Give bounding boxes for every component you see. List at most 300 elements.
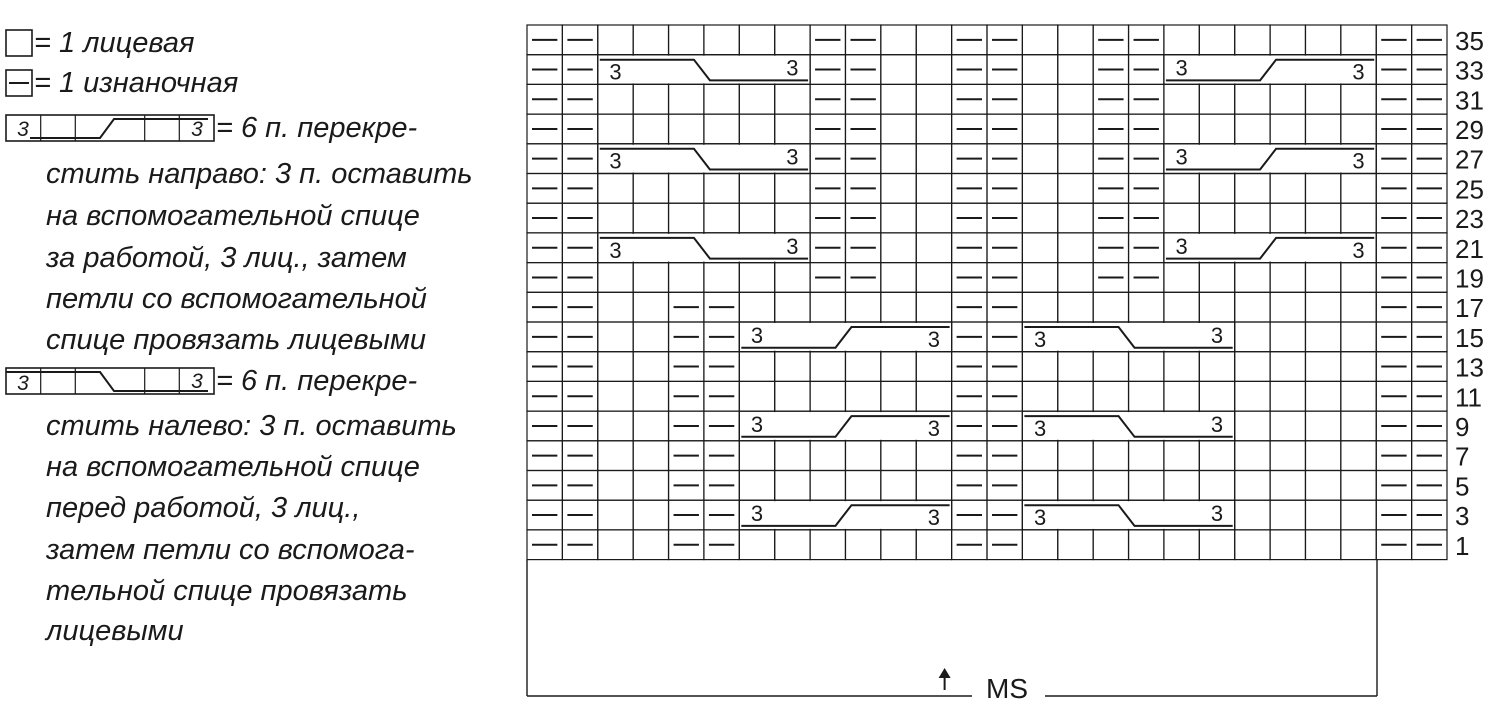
cable-left — [739, 411, 951, 441]
chart-cell — [739, 381, 774, 411]
chart-cell — [916, 25, 951, 55]
chart-cell — [1093, 352, 1128, 382]
legend-cross-right-line: на вспомогательной спице — [46, 200, 420, 232]
chart-cell — [1022, 55, 1057, 85]
chart-cell — [881, 530, 916, 560]
chart-cell — [810, 292, 845, 322]
chart-cell — [1022, 471, 1057, 501]
row-number-label: 3 — [1455, 501, 1470, 532]
chart-cell — [916, 203, 951, 233]
chart-cell — [1305, 25, 1340, 55]
chart-cell — [633, 263, 668, 293]
chart-cell — [669, 84, 704, 114]
chart-cell — [775, 84, 810, 114]
chart-cell — [1270, 411, 1305, 441]
chart-cell — [881, 381, 916, 411]
cable-count-label: 3 — [609, 148, 622, 174]
cable-right — [598, 144, 810, 174]
cable-count-label: 3 — [1033, 415, 1047, 441]
chart-cell — [1164, 292, 1199, 322]
chart-cell — [598, 114, 633, 144]
cable-right — [598, 55, 810, 85]
chart-cell — [1341, 114, 1376, 144]
row-number-label: 23 — [1455, 204, 1484, 235]
row-number-label: 7 — [1455, 441, 1470, 472]
chart-cell — [1164, 114, 1199, 144]
chart-cell — [1058, 381, 1093, 411]
cable-count-label: 3 — [1210, 411, 1224, 437]
legend-cross-left-title: = 6 п. перекре- — [216, 364, 418, 397]
chart-cell — [1058, 530, 1093, 560]
chart-cell — [1305, 500, 1340, 530]
chart-cell — [1199, 114, 1234, 144]
cable-left — [739, 500, 951, 530]
chart-cell — [739, 441, 774, 471]
cable-right-left-count: 3 — [17, 118, 29, 142]
chart-cell — [1058, 84, 1093, 114]
chart-cell — [1199, 441, 1234, 471]
chart-cell — [598, 263, 633, 293]
chart-cell — [775, 114, 810, 144]
legend-cross-left-line: на вспомогательной спице — [46, 451, 420, 483]
chart-cell — [1058, 441, 1093, 471]
chart-cell — [1341, 25, 1376, 55]
chart-cell — [1022, 292, 1057, 322]
chart-cell — [1305, 174, 1340, 204]
chart-cell — [1199, 530, 1234, 560]
chart-cell — [881, 25, 916, 55]
chart-cell — [1341, 174, 1376, 204]
chart-cell — [1235, 292, 1270, 322]
chart-cell — [1341, 441, 1376, 471]
chart-cell — [1235, 114, 1270, 144]
chart-cell — [775, 441, 810, 471]
chart-cell — [669, 203, 704, 233]
chart-cell — [704, 25, 739, 55]
cable-count-label: 3 — [750, 501, 764, 527]
chart-cell — [1199, 263, 1234, 293]
chart-cell — [1305, 411, 1340, 441]
repeat-bracket — [527, 560, 1377, 696]
chart-cell — [775, 530, 810, 560]
chart-cell — [1270, 114, 1305, 144]
chart-cell — [1270, 441, 1305, 471]
chart-cell — [1305, 203, 1340, 233]
chart-cell — [881, 84, 916, 114]
chart-cell — [1093, 292, 1128, 322]
chart-cell — [1058, 114, 1093, 144]
chart-cell — [598, 441, 633, 471]
cable-right — [598, 233, 810, 263]
chart-cell — [845, 471, 880, 501]
chart-cell — [1270, 203, 1305, 233]
row-number-label: 25 — [1455, 174, 1484, 205]
cable-count-label: 3 — [1175, 55, 1188, 81]
chart-cell — [775, 25, 810, 55]
chart-cell — [1058, 352, 1093, 382]
chart-grid — [527, 25, 1447, 560]
chart-cell — [845, 530, 880, 560]
cable-count-label: 3 — [1175, 233, 1188, 259]
legend-cross-right-line: стить направо: 3 п. оставить — [46, 158, 473, 190]
legend-cross-right-line: за работой, 3 лиц., затем — [46, 242, 407, 274]
row-number-label: 13 — [1455, 352, 1484, 383]
chart-cell — [916, 441, 951, 471]
chart-cell — [1164, 530, 1199, 560]
chart-cell — [1093, 381, 1128, 411]
chart-cell — [1129, 381, 1164, 411]
chart-cell — [704, 84, 739, 114]
row-number-label: 11 — [1455, 382, 1482, 413]
chart-cell — [881, 233, 916, 263]
chart-cell — [916, 174, 951, 204]
cable-count-label: 3 — [927, 505, 941, 531]
chart-cell — [775, 174, 810, 204]
cable-left — [1164, 144, 1376, 174]
chart-cell — [1058, 471, 1093, 501]
chart-cell — [598, 500, 633, 530]
chart-cell — [1058, 25, 1093, 55]
row-number-label: 9 — [1455, 411, 1470, 442]
chart-cell — [633, 471, 668, 501]
legend-knit-text: = 1 лицевая — [34, 26, 195, 59]
chart-cell — [669, 114, 704, 144]
chart-cell — [739, 84, 774, 114]
chart-cell — [1235, 322, 1270, 352]
chart-cell — [739, 292, 774, 322]
cable-right — [1022, 411, 1234, 441]
chart-cell — [1022, 381, 1057, 411]
chart-cell — [1305, 84, 1340, 114]
cable-count-label: 3 — [927, 415, 941, 441]
legend-cross-right-title: = 6 п. перекре- — [216, 111, 418, 144]
chart-cell — [633, 322, 668, 352]
chart-cell — [1022, 352, 1057, 382]
chart-cell — [916, 144, 951, 174]
chart-cell — [1022, 203, 1057, 233]
chart-cell — [598, 381, 633, 411]
chart-cell — [916, 352, 951, 382]
chart-cell — [1341, 471, 1376, 501]
chart-cell — [1058, 292, 1093, 322]
chart-cell — [775, 263, 810, 293]
chart-cell — [1164, 263, 1199, 293]
chart-cell — [704, 174, 739, 204]
chart-cell — [739, 352, 774, 382]
chart-cell — [881, 441, 916, 471]
chart-cell — [1022, 144, 1057, 174]
chart-cell — [881, 352, 916, 382]
chart-cell — [1270, 174, 1305, 204]
row-number-label: 19 — [1455, 263, 1484, 294]
chart-cell — [633, 381, 668, 411]
chart-cell — [1270, 381, 1305, 411]
cable-right-right-count: 3 — [191, 118, 203, 142]
chart-cell — [1199, 25, 1234, 55]
chart-cell — [1199, 84, 1234, 114]
chart-cell — [775, 203, 810, 233]
cable-count-label: 3 — [1210, 501, 1224, 527]
chart-cell — [598, 530, 633, 560]
chart-cell — [1199, 381, 1234, 411]
chart-cell — [1235, 84, 1270, 114]
chart-cell — [598, 471, 633, 501]
chart-cell — [1058, 263, 1093, 293]
chart-cell — [775, 292, 810, 322]
chart-cell — [598, 84, 633, 114]
chart-cell — [739, 263, 774, 293]
chart-cell — [916, 292, 951, 322]
chart-cell — [1235, 203, 1270, 233]
chart-cell — [845, 381, 880, 411]
chart-cell — [1235, 411, 1270, 441]
legend-cross-right-line: спице провязать лицевыми — [46, 324, 426, 356]
chart-cell — [1235, 174, 1270, 204]
chart-cell — [739, 25, 774, 55]
chart-cell — [1305, 292, 1340, 322]
row-number-label: 33 — [1455, 55, 1484, 86]
row-number-label: 17 — [1455, 293, 1484, 324]
chart-cell — [1341, 500, 1376, 530]
chart-cell — [1235, 381, 1270, 411]
cable-count-label: 3 — [786, 55, 799, 81]
chart-cell — [1341, 530, 1376, 560]
chart-cell — [633, 203, 668, 233]
chart-cell — [1164, 203, 1199, 233]
row-number-label: 5 — [1455, 471, 1470, 502]
chart-cell — [1305, 381, 1340, 411]
chart-cell — [810, 381, 845, 411]
chart-cell — [1093, 441, 1128, 471]
chart-cell — [775, 471, 810, 501]
chart-cell — [704, 263, 739, 293]
chart-cell — [881, 292, 916, 322]
chart-cell — [1270, 263, 1305, 293]
chart-cell — [739, 203, 774, 233]
chart-cell — [845, 352, 880, 382]
cable-count-label: 3 — [927, 326, 941, 352]
chart-cell — [1093, 471, 1128, 501]
chart-cell — [1305, 530, 1340, 560]
chart-cell — [1058, 203, 1093, 233]
chart-cell — [598, 25, 633, 55]
chart-cell — [669, 174, 704, 204]
row-number-label: 29 — [1455, 114, 1484, 145]
chart-cell — [1164, 84, 1199, 114]
chart-cell — [810, 530, 845, 560]
chart-cell — [881, 203, 916, 233]
chart-cell — [1235, 471, 1270, 501]
chart-cell — [916, 530, 951, 560]
chart-cell — [1058, 233, 1093, 263]
chart-cell — [1235, 530, 1270, 560]
chart-cell — [1129, 441, 1164, 471]
chart-cell — [633, 174, 668, 204]
row-number-label: 1 — [1455, 530, 1470, 561]
chart-cell — [739, 471, 774, 501]
row-number-label: 31 — [1455, 85, 1484, 116]
cable-left-left-count: 3 — [17, 372, 29, 396]
chart-cell — [881, 144, 916, 174]
legend-cross-left-line: затем петли со вспомога- — [46, 534, 415, 566]
chart-cell — [669, 263, 704, 293]
chart-cell — [1129, 530, 1164, 560]
chart-cell — [810, 352, 845, 382]
chart-cell — [1235, 263, 1270, 293]
chart-cell — [1235, 352, 1270, 382]
chart-cell — [1022, 233, 1057, 263]
chart-cell — [1270, 322, 1305, 352]
cable-count-label: 3 — [1033, 505, 1047, 531]
chart-cell — [1270, 25, 1305, 55]
chart-cell — [845, 441, 880, 471]
chart-cell — [633, 25, 668, 55]
chart-cell — [1022, 530, 1057, 560]
chart-cell — [1305, 352, 1340, 382]
row-number-label: 35 — [1455, 25, 1484, 56]
chart-cell — [810, 471, 845, 501]
chart-cell — [1164, 25, 1199, 55]
chart-cell — [598, 411, 633, 441]
chart-cell — [1022, 441, 1057, 471]
chart-cell — [633, 411, 668, 441]
chart-cell — [845, 292, 880, 322]
chart-cell — [704, 114, 739, 144]
chart-cell — [775, 381, 810, 411]
chart-cell — [1129, 292, 1164, 322]
chart-cell — [1235, 441, 1270, 471]
chart-cell — [1199, 471, 1234, 501]
chart-cell — [881, 114, 916, 144]
chart-cell — [1305, 263, 1340, 293]
chart-cell — [704, 203, 739, 233]
chart-cell — [1164, 471, 1199, 501]
chart-cell — [633, 441, 668, 471]
chart-cell — [1341, 84, 1376, 114]
chart-cell — [1022, 84, 1057, 114]
chart-cell — [633, 292, 668, 322]
chart-cell — [810, 441, 845, 471]
chart-cell — [1129, 471, 1164, 501]
chart-cell — [669, 25, 704, 55]
chart-cell — [1235, 25, 1270, 55]
chart-cell — [633, 84, 668, 114]
chart-cell — [1164, 441, 1199, 471]
chart-cell — [739, 174, 774, 204]
chart-cell — [916, 381, 951, 411]
cable-count-label: 3 — [609, 59, 622, 85]
chart-cell — [598, 174, 633, 204]
legend-cross-left-line: лицевыми — [46, 615, 184, 647]
chart-cell — [916, 263, 951, 293]
chart-cell — [1022, 114, 1057, 144]
chart-cell — [1341, 352, 1376, 382]
chart-cell — [916, 84, 951, 114]
row-number-label: 21 — [1455, 233, 1484, 264]
chart-cell — [1305, 322, 1340, 352]
chart-cell — [1270, 471, 1305, 501]
chart-cell — [739, 114, 774, 144]
chart-cell — [1129, 352, 1164, 382]
chart-cell — [1058, 174, 1093, 204]
chart-cell — [1270, 500, 1305, 530]
chart-cell — [1270, 292, 1305, 322]
chart-cell — [1199, 174, 1234, 204]
chart-cell — [1199, 292, 1234, 322]
chart-cell — [598, 203, 633, 233]
cable-right — [1022, 500, 1234, 530]
cable-count-label: 3 — [609, 237, 622, 263]
chart-cell — [775, 352, 810, 382]
cable-count-label: 3 — [750, 322, 764, 348]
chart-cell — [1341, 292, 1376, 322]
chart-cell — [1270, 352, 1305, 382]
cable-count-label: 3 — [1175, 144, 1188, 170]
chart-cell — [881, 55, 916, 85]
chart-cell — [1058, 55, 1093, 85]
cable-count-label: 3 — [786, 144, 799, 170]
legend-purl-text: = 1 изнаночная — [34, 66, 239, 99]
chart-cell — [1341, 263, 1376, 293]
chart-cell — [1164, 381, 1199, 411]
chart-cell — [633, 530, 668, 560]
chart-cell — [1093, 530, 1128, 560]
cable-count-label: 3 — [1210, 322, 1224, 348]
cable-left — [1164, 55, 1376, 85]
chart-cell — [1199, 203, 1234, 233]
chart-cell — [1164, 174, 1199, 204]
chart-cell — [916, 471, 951, 501]
chart-cell — [1341, 322, 1376, 352]
chart-cell — [916, 114, 951, 144]
chart-cell — [633, 352, 668, 382]
cable-left — [739, 322, 951, 352]
chart-cell — [1199, 352, 1234, 382]
chart-cell — [598, 322, 633, 352]
cable-count-label: 3 — [786, 233, 799, 259]
cable-count-label: 3 — [1352, 148, 1365, 174]
cable-count-label: 3 — [1033, 326, 1047, 352]
chart-cell — [633, 114, 668, 144]
chart-cell — [1341, 381, 1376, 411]
chart-cell — [1164, 352, 1199, 382]
repeat-label: MS — [986, 673, 1028, 704]
legend-cross-right-line: петли со вспомогательной — [46, 283, 427, 315]
row-number-label: 27 — [1455, 144, 1484, 175]
cable-count-label: 3 — [1352, 59, 1365, 85]
cable-right — [1022, 322, 1234, 352]
chart-cell — [881, 471, 916, 501]
chart-cell — [1022, 25, 1057, 55]
cable-left — [1164, 233, 1376, 263]
chart-cell — [598, 292, 633, 322]
chart-cell — [1305, 441, 1340, 471]
chart-cell — [881, 174, 916, 204]
chart-cell — [1022, 174, 1057, 204]
chart-cell — [1341, 411, 1376, 441]
chart-cell — [1305, 114, 1340, 144]
chart-cell — [1270, 84, 1305, 114]
chart-cell — [1270, 530, 1305, 560]
chart-cell — [916, 233, 951, 263]
legend-cross-left-line: стить налево: 3 п. оставить — [46, 410, 457, 442]
chart-cell — [598, 352, 633, 382]
legend-cross-left-line: тельной спице провязать — [46, 575, 408, 607]
chart-cell — [1022, 263, 1057, 293]
chart-cell — [739, 530, 774, 560]
chart-cell — [881, 263, 916, 293]
cable-count-label: 3 — [750, 411, 764, 437]
